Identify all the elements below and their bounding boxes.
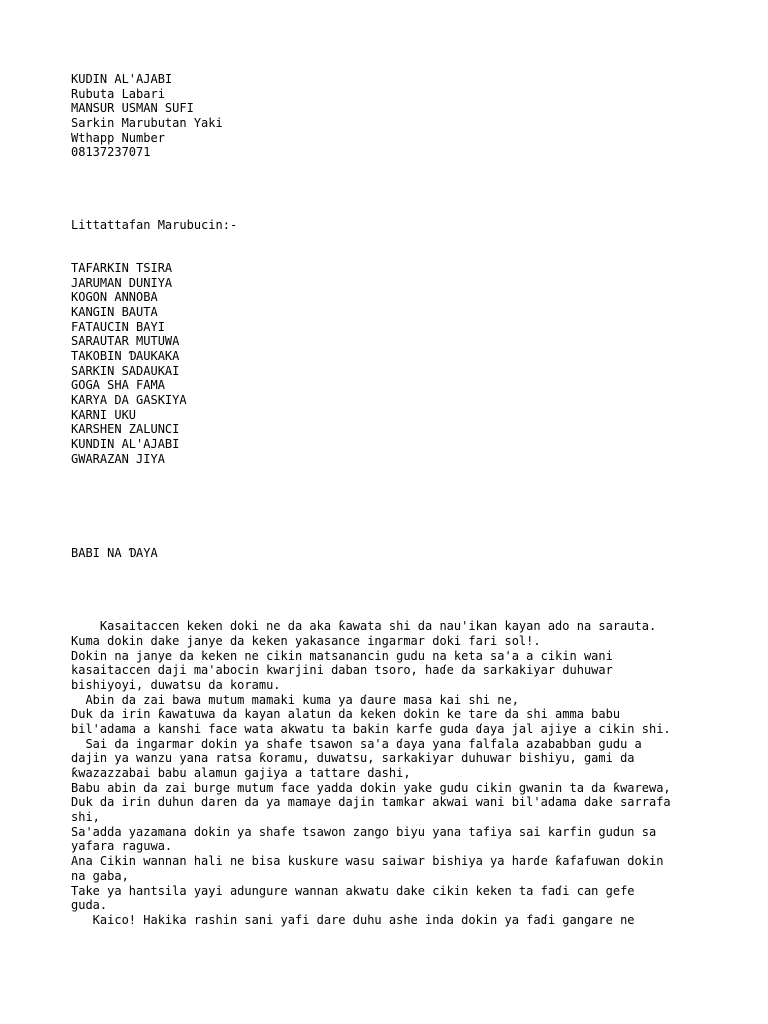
body-line: Sai da ingarmar dokin ya shafe tsawon sa'a ɗaya yana falfala azababban gudu a: [71, 736, 642, 751]
list-item: TAFARKIN TSIRA: [71, 260, 173, 275]
body-line: yafara raguwa.: [71, 839, 173, 854]
body-line: dajin ya wanzu yana ratsa ƙoramu, duwatsu, sarkakiyar duhuwar bishiyu, gami da: [71, 751, 635, 766]
written-by-label: Rubuta Labari: [71, 86, 165, 101]
list-item: KARSHEN ZALUNCI: [71, 422, 180, 437]
body-line: Abin da zai bawa mutum mamaki kuma ya ɗaure masa kai shi ne,: [71, 692, 519, 707]
body-line: kasaitaccen daji ma'abocin kwarjini daban tsoro, haɗe da sarkakiyar duhuwar: [71, 663, 613, 678]
body-line: Ana Cikin wannan hali ne bisa kuskure wasu saiwar bishiya ya harɗe ƙafafuwan dokin: [71, 854, 664, 869]
list-item: KANGIN BAUTA: [71, 304, 158, 319]
document-page: [71, 72, 711, 928]
list-item: GWARAZAN JIYA: [71, 451, 165, 466]
whatsapp-label: Wthapp Number: [71, 130, 165, 145]
body-line: bishiyoyi, duwatsu da koramu.: [71, 677, 281, 692]
list-item: KARNI UKU: [71, 407, 137, 422]
list-item: KOGON ANNOBA: [71, 290, 158, 305]
works-heading: Littattafan Marubucin:-: [71, 218, 238, 233]
body-line: guda.: [71, 898, 108, 913]
works-list: [71, 261, 711, 467]
list-item: SARKIN SADAUKAI: [71, 363, 180, 378]
author-title: Sarkin Marubutan Yaki: [71, 116, 223, 131]
body-line: shi,: [71, 810, 100, 825]
body-line: na gaba,: [71, 868, 129, 883]
body-line: ƙwazazzabai babu alamun gajiya a tattare dashi,: [71, 766, 411, 780]
list-item: TAKOBIN ƊAUKAKA: [71, 348, 180, 363]
book-title: KUDIN AL'AJABI: [71, 72, 173, 86]
body-line: Dokin na janye da keken ne cikin matsanancin gudu na keta sa'a a cikin wani: [71, 648, 613, 663]
chapter-body: [71, 619, 711, 927]
body-line: Sa'adda yazamana dokin ya shafe tsawon zango biyu yana tafiya sai karfin gudun sa: [71, 824, 657, 839]
body-line: Kaico! Hakika rashin sani yafi dare duhu ashe inda dokin ya faɗi gangare ne: [71, 912, 635, 927]
chapter-title: BABI NA ƊAYA: [71, 546, 158, 561]
list-item: JARUMAN DUNIYA: [71, 275, 173, 290]
list-item: KARYA DA GASKIYA: [71, 393, 187, 407]
works-heading-block: [71, 218, 711, 233]
phone-number: 08137237071: [71, 145, 151, 160]
body-line: Kuma dokin dake janye da keken yakasance ingarmar doki fari sol!.: [71, 633, 541, 648]
body-line: Babu abin da zai burge mutum face yadda dokin yake gudu cikin gwanin ta da ƙwarewa,: [71, 780, 671, 795]
list-item: KUNDIN AL'AJABI: [71, 437, 180, 452]
author-name: MANSUR USMAN SUFI: [71, 101, 194, 116]
list-item: SARAUTAR MUTUWA: [71, 334, 180, 349]
body-line: Duk da irin ƙawatuwa da kayan alatun da keken dokin ke tare da shi amma babu: [71, 707, 621, 722]
list-item: GOGA SHA FAMA: [71, 378, 165, 393]
chapter-heading-block: [71, 546, 711, 561]
body-line: Duk da irin duhun daren da ya mamaye dajin tamkar akwai wani bil'adama dake sarrafa: [71, 795, 671, 810]
list-item: FATAUCIN BAYI: [71, 319, 165, 334]
body-line: Take ya hantsila yayi adungure wannan akwatu dake cikin keken ta faɗi can gefe: [71, 883, 635, 898]
body-line: Kasaitaccen keken doki ne da aka ƙawata shi da nau'ikan kayan ado na sarauta.: [71, 619, 657, 634]
body-line: bil'adama a kanshi face wata akwatu ta bakin karfe guda ɗaya jal ajiye a cikin shi.: [71, 721, 671, 736]
author-header: [71, 72, 711, 160]
